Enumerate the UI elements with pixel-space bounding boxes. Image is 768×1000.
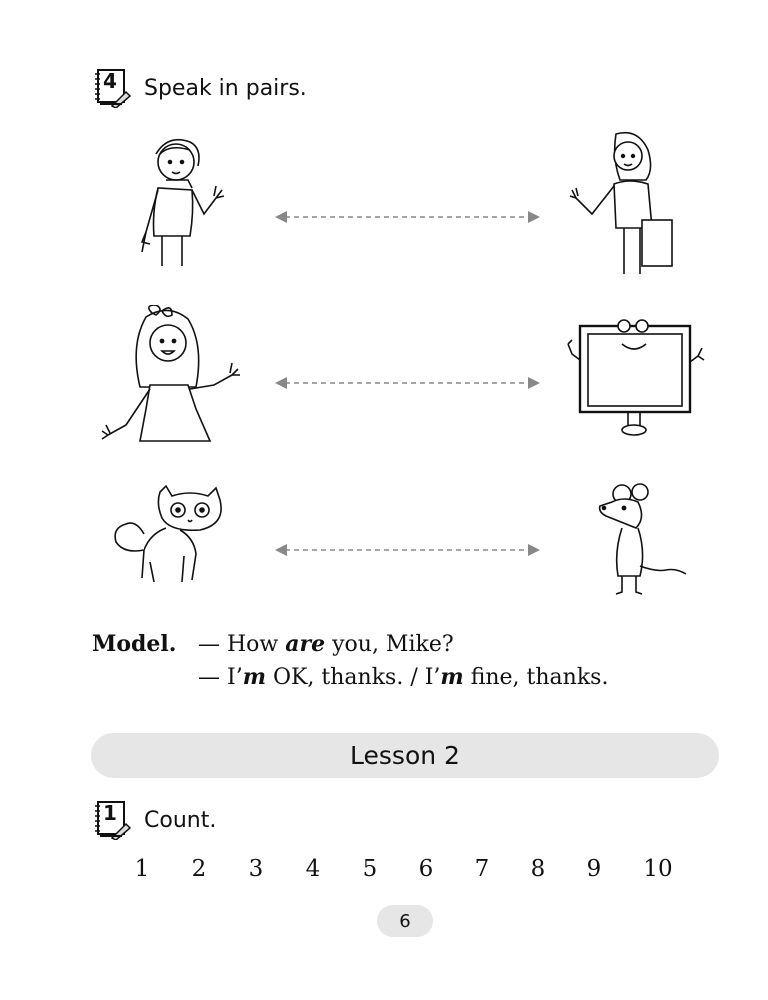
exercise-number: 4 (103, 69, 117, 93)
exercise-1-header (92, 800, 216, 840)
exercise-title: Count. (144, 807, 217, 833)
dash: — (198, 632, 227, 657)
number: 1 (134, 856, 150, 882)
cat-illustration (110, 484, 230, 599)
exercise-title: Speak in pairs. (144, 75, 307, 101)
pair-arrow (275, 543, 540, 562)
girl-illustration (100, 305, 245, 460)
text: you, Mike? (325, 632, 454, 657)
number: 2 (191, 856, 207, 882)
count-numbers (120, 856, 690, 890)
dash: — (198, 665, 227, 690)
model-label: Model. (92, 631, 177, 657)
pair-arrow (275, 210, 540, 229)
number: 6 (418, 856, 434, 882)
notebook-pencil-icon (92, 68, 132, 108)
number: 5 (362, 856, 378, 882)
model-line-1 (92, 628, 608, 661)
computer-monitor-illustration (562, 312, 712, 447)
page-number: 6 (377, 905, 433, 937)
exercise-number: 1 (103, 801, 117, 825)
pair-arrow (275, 376, 540, 395)
mouse-illustration (596, 482, 690, 605)
exercise-4-header (92, 68, 307, 108)
woman-illustration (568, 128, 680, 283)
text: fine, thanks. (463, 665, 609, 690)
number: 10 (643, 856, 673, 882)
number: 3 (248, 856, 264, 882)
notebook-pencil-icon (92, 800, 132, 840)
emphasis: m (440, 664, 464, 690)
number: 4 (305, 856, 321, 882)
boy-illustration (138, 132, 238, 277)
emphasis: are (285, 631, 326, 657)
lesson-title: Lesson 2 (350, 741, 460, 770)
number: 8 (530, 856, 546, 882)
lesson-banner (91, 733, 719, 778)
number: 7 (474, 856, 490, 882)
model-dialogue (92, 628, 608, 694)
text: How (227, 632, 286, 657)
text: OK, thanks. / I’ (265, 665, 441, 690)
emphasis: m (242, 664, 266, 690)
text: I’ (227, 665, 243, 690)
number: 9 (586, 856, 602, 882)
model-line-2 (92, 661, 608, 694)
